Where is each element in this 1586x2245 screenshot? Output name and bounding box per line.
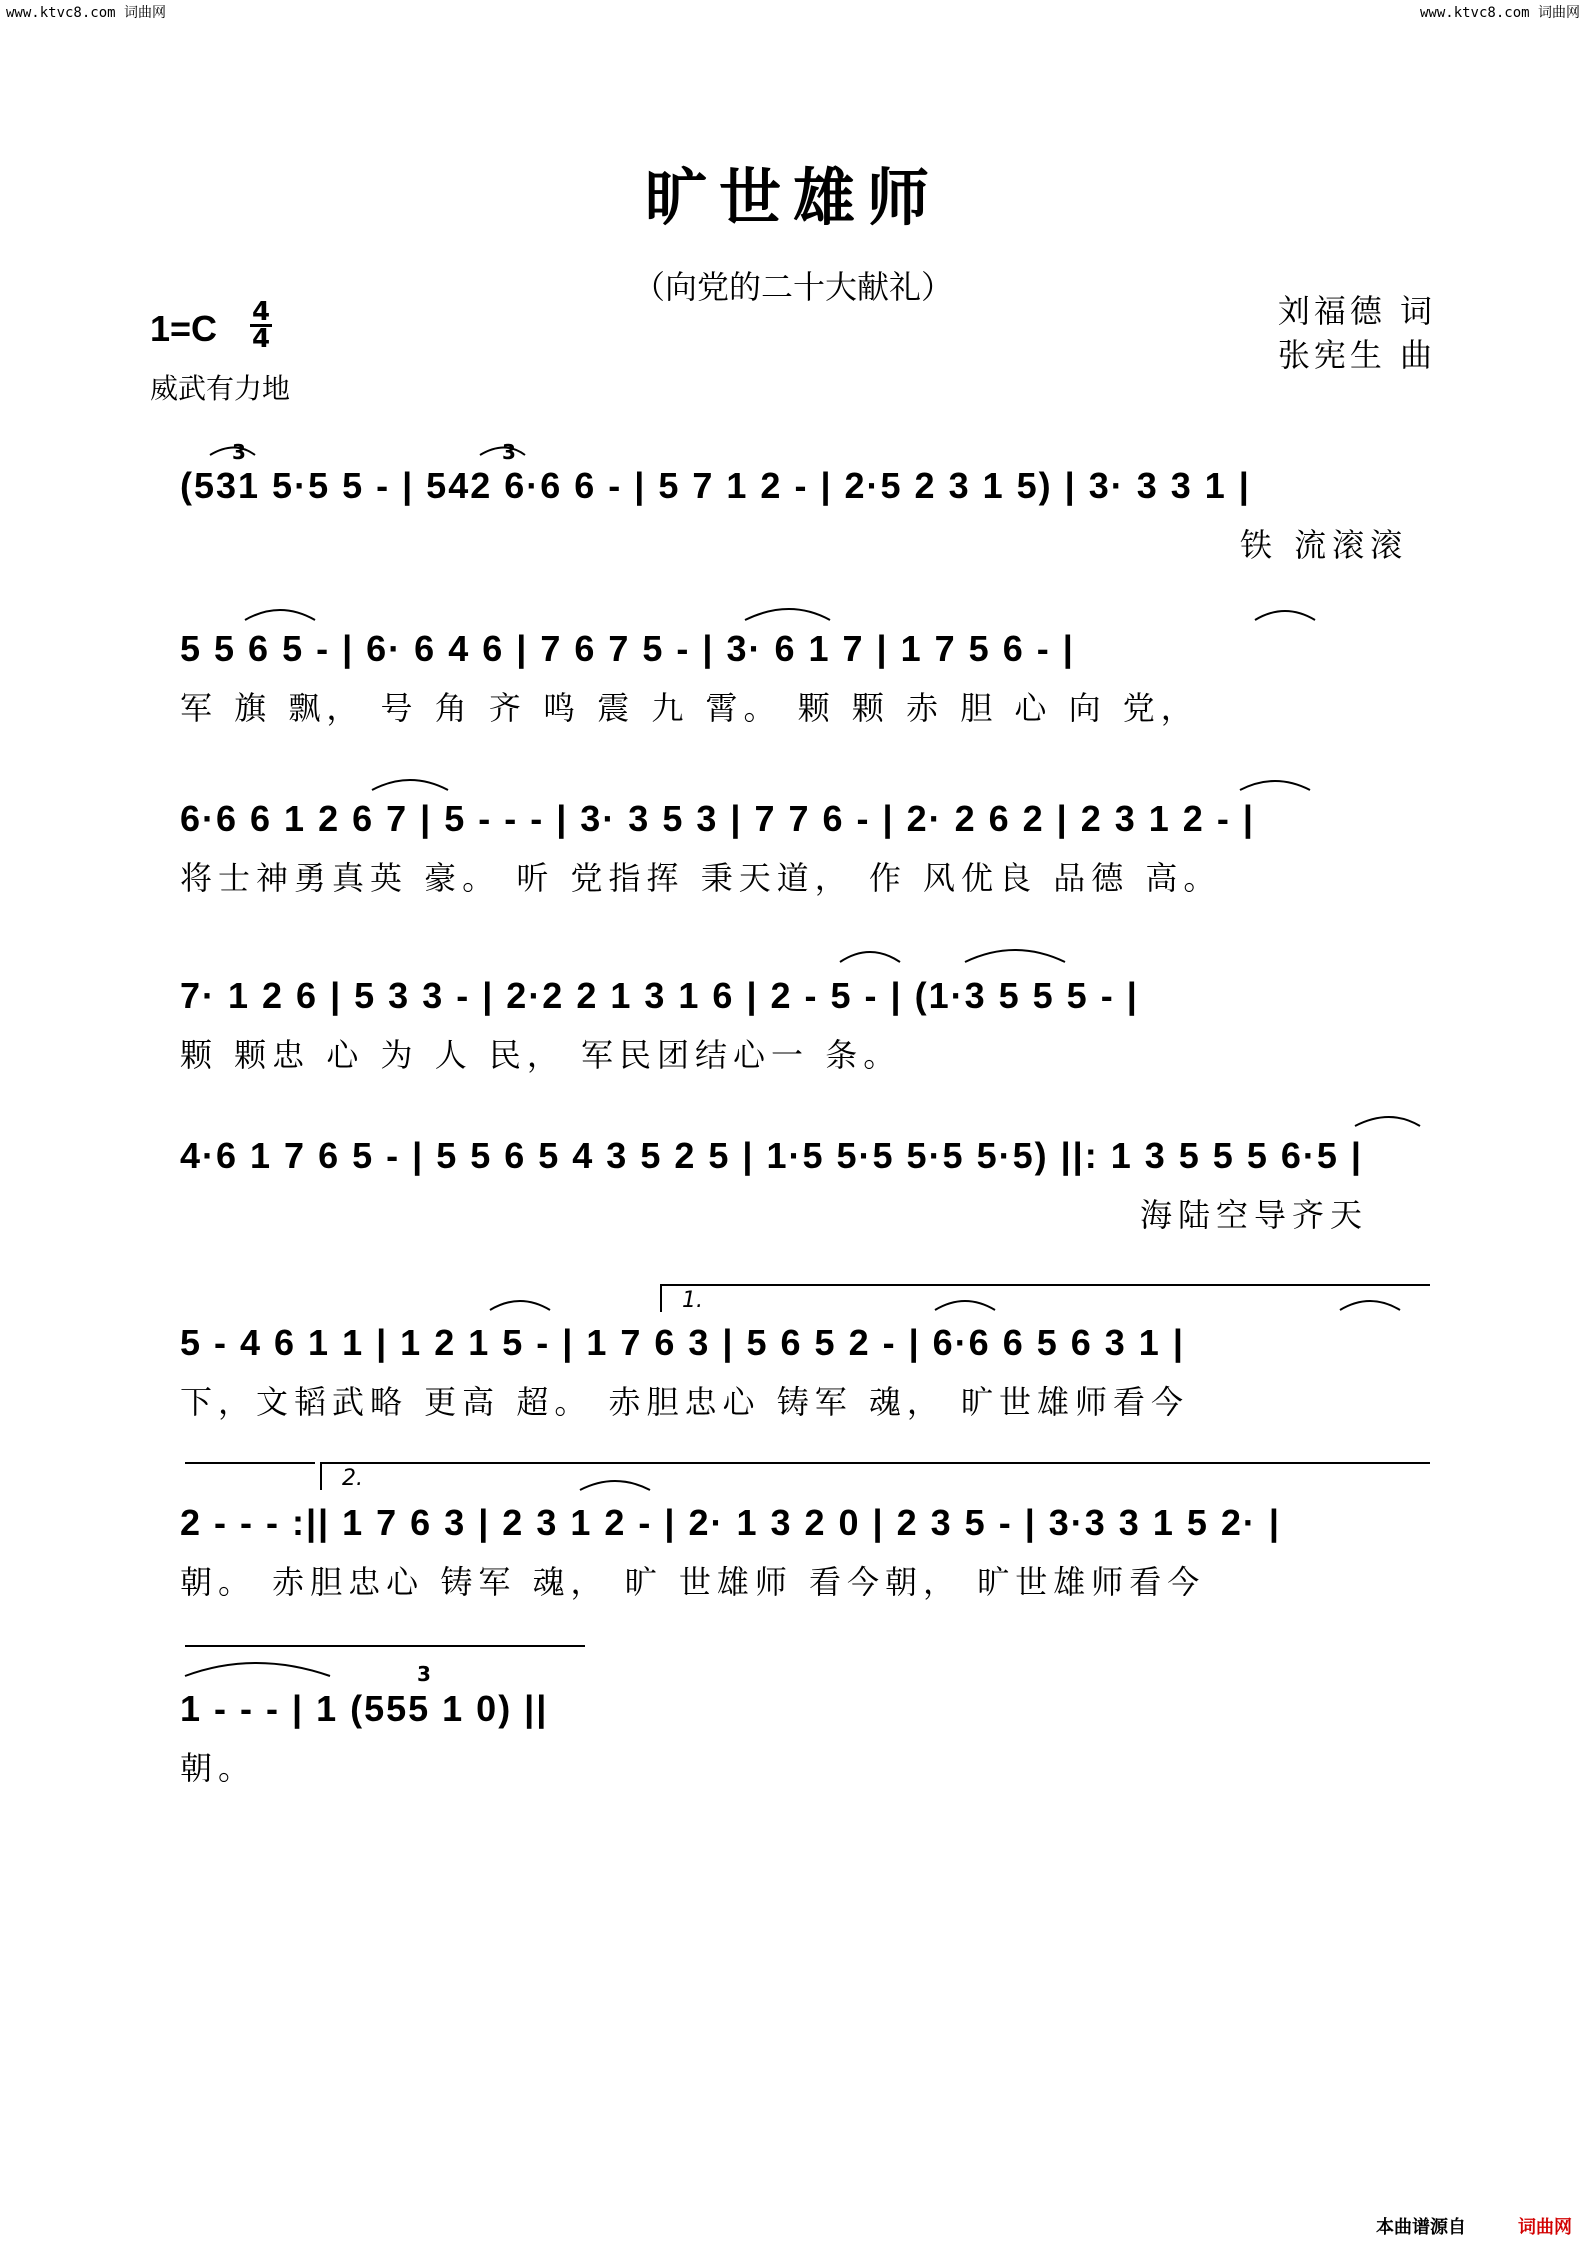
header-site-right: www.ktvc8.com 词曲网 [1419, 5, 1580, 21]
slur-15 [185, 1663, 330, 1676]
slur-12 [935, 1301, 995, 1310]
song-subtitle: （向党的二十大献礼） [632, 268, 953, 306]
song-title: 旷世雄师 [644, 161, 941, 234]
time-signature-bottom: 4 [251, 324, 271, 354]
lyricist-credit: 刘福德 词 [1277, 292, 1436, 330]
triplet-mark-3: 3 [417, 1662, 431, 1686]
slur-10 [1355, 1117, 1420, 1126]
header-site-left: www.ktvc8.com 词曲网 [6, 5, 167, 21]
time-signature-top: 4 [251, 297, 271, 327]
slur-14 [580, 1481, 650, 1490]
system-8-lyrics: 朝。 [180, 1749, 257, 1787]
slur-8 [840, 952, 900, 962]
system-8-notes: 1 - - - | 1 (555 1 0) || [180, 1688, 549, 1729]
system-7-lyrics: 朝。 赤胆忠心 铸军 魂， 旷 世雄师 看今朝， 旷世雄师看今 [180, 1563, 1206, 1601]
slur-1 [210, 448, 255, 456]
system-5-lyrics: 海陆空导齐天 [1140, 1196, 1369, 1234]
system-3-lyrics: 将士神勇真英 豪。 听 党指挥 秉天道， 作 风优良 品德 高。 [180, 859, 1222, 897]
footer-logo[interactable]: 词曲网 [1518, 2217, 1572, 2238]
key-signature: 1=C [150, 308, 218, 349]
slur-4 [745, 609, 830, 620]
slur-6 [372, 780, 448, 790]
triplet-mark-1: 3 [232, 440, 246, 464]
composer-credit: 张宪生 曲 [1277, 336, 1436, 374]
system-2-lyrics: 军 旗 飘， 号 角 齐 鸣 震 九 霄。 颗 颗 赤 胆 心 向 党， [180, 689, 1199, 727]
slur-3 [245, 610, 315, 620]
system-2-notes: 5 5 6 5 - | 6· 6 4 6 | 7 6 7 5 - | 3· 6 1 7 | 1 7 5 6 - | [180, 628, 1075, 669]
system-3-notes: 6·6 6 1 2 6 7 | 5 - - - | 3· 3 5 3 | 7 7 6 - | 2· 2 6 2 | 2 3 1 2 - | [180, 798, 1255, 839]
system-6-notes: 5 - 4 6 1 1 | 1 2 1 5 - | 1 7 6 3 | 5 6 5 2 - | 6·6 6 5 6 3 1 | [180, 1322, 1185, 1363]
slur-7 [1240, 781, 1310, 790]
system-4-notes: 7· 1 2 6 | 5 3 3 - | 2·2 2 1 3 1 6 | 2 - 5 - | (1·3 5 5 5 - | [180, 975, 1139, 1016]
first-ending-number: 1. [682, 1288, 703, 1313]
system-4-lyrics: 颗 颗忠 心 为 人 民， 军民团结心一 条。 [180, 1036, 902, 1074]
slur-5 [1255, 611, 1315, 620]
slur-11 [490, 1301, 550, 1310]
system-6-lyrics: 下，文韬武略 更高 超。 赤胆忠心 铸军 魂， 旷世雄师看今 [180, 1383, 1190, 1421]
tempo-marking: 威武有力地 [150, 372, 291, 405]
second-ending-number: 2. [342, 1466, 363, 1491]
system-7-notes: 2 - - - :|| 1 7 6 3 | 2 3 1 2 - | 2· 1 3 2 0 | 2 3 5 - | 3·3 3 1 5 2· | [180, 1502, 1281, 1543]
system-5-notes: 4·6 1 7 6 5 - | 5 5 6 5 4 3 5 2 5 | 1·5 5·5 5·5 5·5) ||: 1 3 5 5 5 6·5 | [180, 1135, 1363, 1176]
slur-9 [965, 950, 1065, 962]
slur-13 [1340, 1301, 1400, 1310]
triplet-mark-2: 3 [502, 440, 516, 464]
footer-source: 本曲谱源自 [1376, 2217, 1466, 2238]
system-1-notes: (531 5·5 5 - | 542 6·6 6 - | 5 7 1 2 - | 2·5 2 3 1 5) | 3· 3 3 1 | [180, 465, 1251, 506]
slur-2 [480, 448, 525, 456]
system-1-lyrics: 铁 流滚滚 [1240, 526, 1409, 564]
